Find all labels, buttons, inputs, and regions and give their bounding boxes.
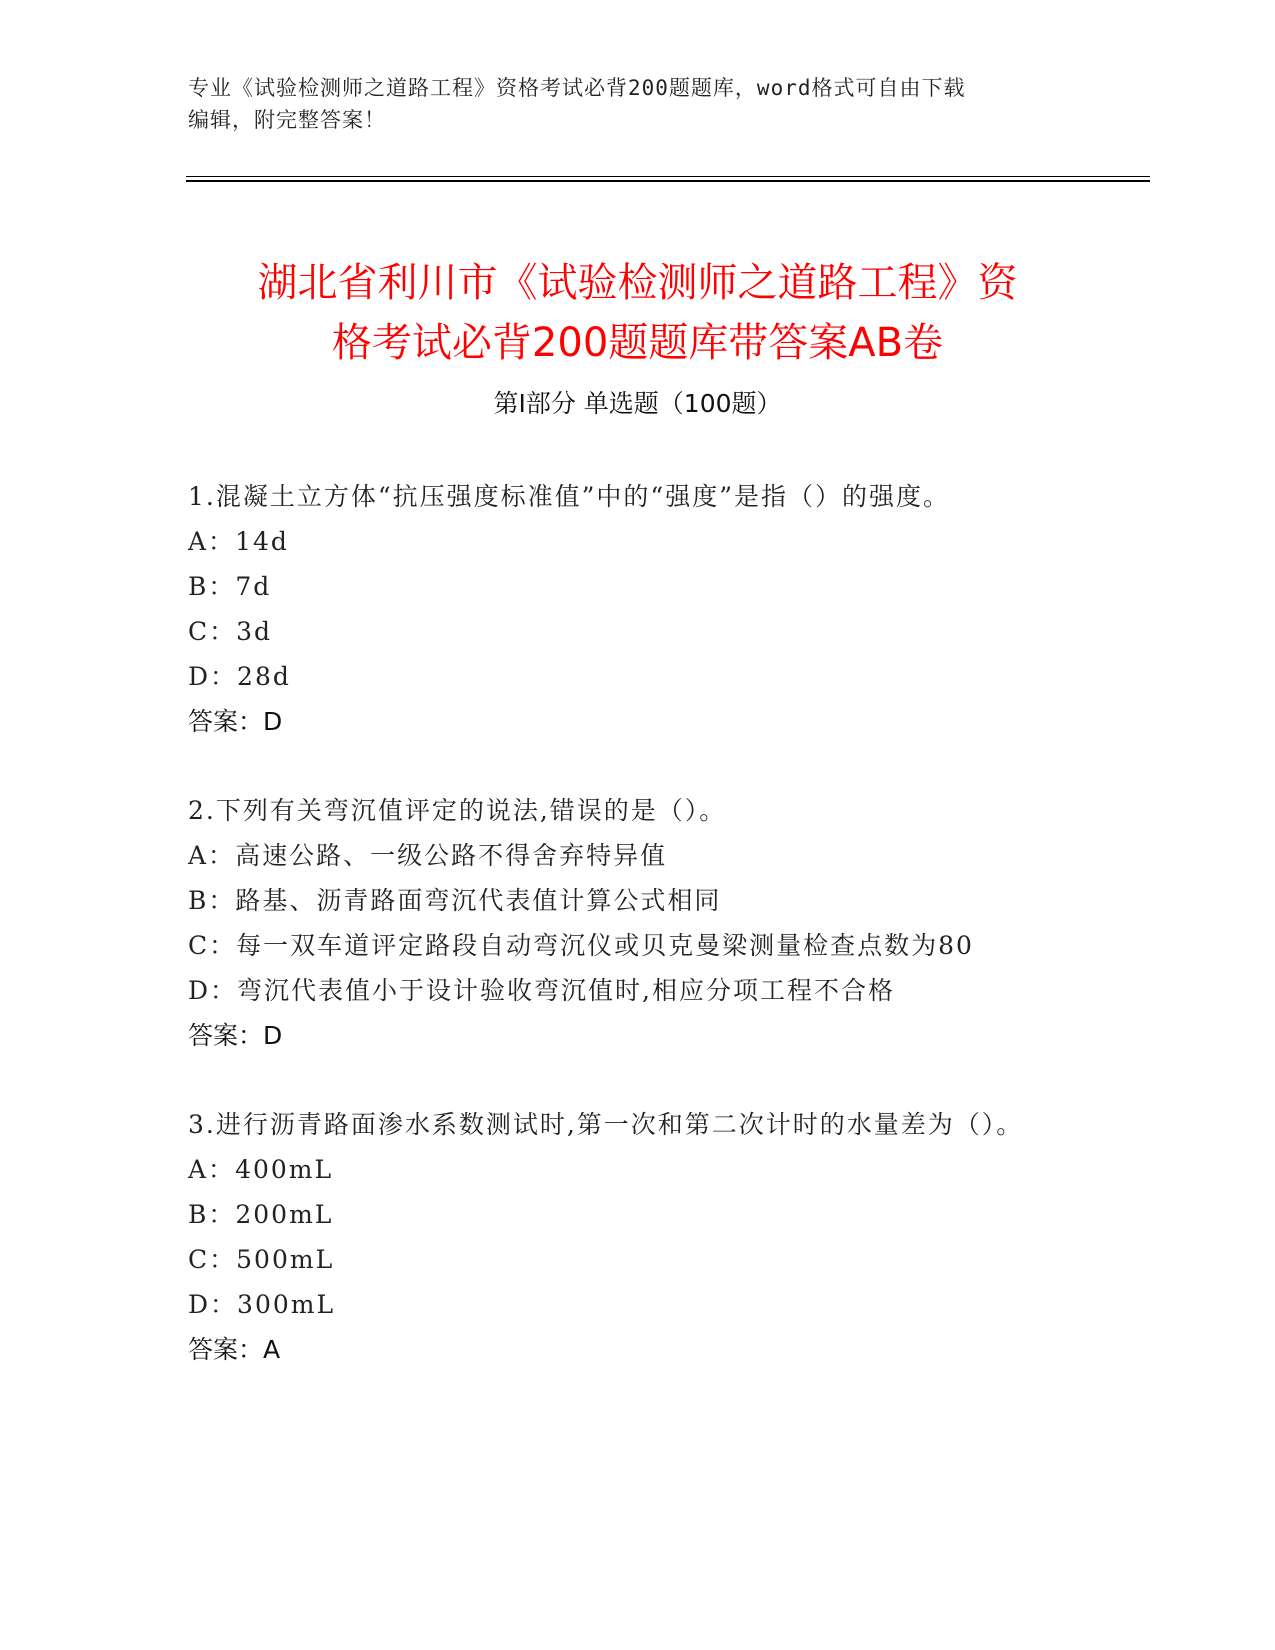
option-key: C： (188, 931, 237, 960)
option-text: 高速公路、一级公路不得舍弃特异值 (235, 841, 668, 870)
option-text: 7d (235, 572, 272, 601)
option-text: 3d (236, 617, 273, 646)
header-divider-thin (186, 176, 1150, 177)
option-b (188, 878, 1088, 923)
question-2 (188, 788, 1088, 1058)
option-key: A： (188, 841, 236, 870)
option-d (188, 1282, 1088, 1327)
option-c (188, 923, 1088, 968)
option-key: C： (188, 617, 237, 646)
header-note (188, 72, 1068, 136)
option-text: 500mL (236, 1245, 335, 1274)
document-title-line-1: 湖北省利川市《试验检测师之道路工程》资 (257, 259, 1018, 306)
answer: 答案：D (188, 707, 283, 736)
option-key: C： (188, 1245, 237, 1274)
option-key: B： (188, 572, 236, 601)
option-text: 300mL (237, 1290, 336, 1319)
option-text: 14d (235, 527, 289, 556)
header-divider-thick (186, 180, 1150, 182)
question-list (188, 474, 1088, 1416)
option-b (188, 564, 1088, 609)
option-key: D： (188, 976, 238, 1005)
header-note-line-1: 专业《试验检测师之道路工程》资格考试必背200题题库，word格式可自由下载 (188, 76, 966, 100)
header-note-line-2: 编辑，附完整答案！ (188, 108, 386, 132)
option-a (188, 833, 1088, 878)
option-key: D： (188, 662, 238, 691)
option-text: 弯沉代表值小于设计验收弯沉值时,相应分项工程不合格 (237, 976, 895, 1005)
question-3 (188, 1102, 1088, 1372)
option-text: 28d (237, 662, 291, 691)
option-text: 200mL (235, 1200, 334, 1229)
document-title (150, 253, 1125, 373)
option-key: A： (188, 527, 236, 556)
option-d (188, 654, 1088, 699)
question-stem: 2.下列有关弯沉值评定的说法,错误的是（）。 (188, 796, 727, 825)
option-text: 路基、沥青路面弯沉代表值计算公式相同 (235, 886, 722, 915)
option-text: 400mL (235, 1155, 334, 1184)
option-text: 每一双车道评定路段自动弯沉仪或贝克曼梁测量检查点数为80 (236, 931, 974, 960)
section-heading: 第Ⅰ部分 单选题（100题） (493, 389, 782, 418)
question-1 (188, 474, 1088, 744)
answer: 答案：A (188, 1335, 281, 1364)
question-stem: 1.混凝土立方体“抗压强度标准值”中的“强度”是指（）的强度。 (188, 482, 950, 511)
question-stem: 3.进行沥青路面渗水系数测试时,第一次和第二次计时的水量差为（）。 (188, 1110, 1024, 1139)
option-key: A： (188, 1155, 236, 1184)
option-c (188, 1237, 1088, 1282)
answer: 答案：D (188, 1021, 283, 1050)
option-a (188, 519, 1088, 564)
option-b (188, 1192, 1088, 1237)
document-title-line-2: 格考试必背200题题库带答案AB卷 (331, 319, 944, 366)
option-key: D： (188, 1290, 238, 1319)
option-a (188, 1147, 1088, 1192)
option-d (188, 968, 1088, 1013)
option-key: B： (188, 1200, 236, 1229)
option-key: B： (188, 886, 236, 915)
option-c (188, 609, 1088, 654)
